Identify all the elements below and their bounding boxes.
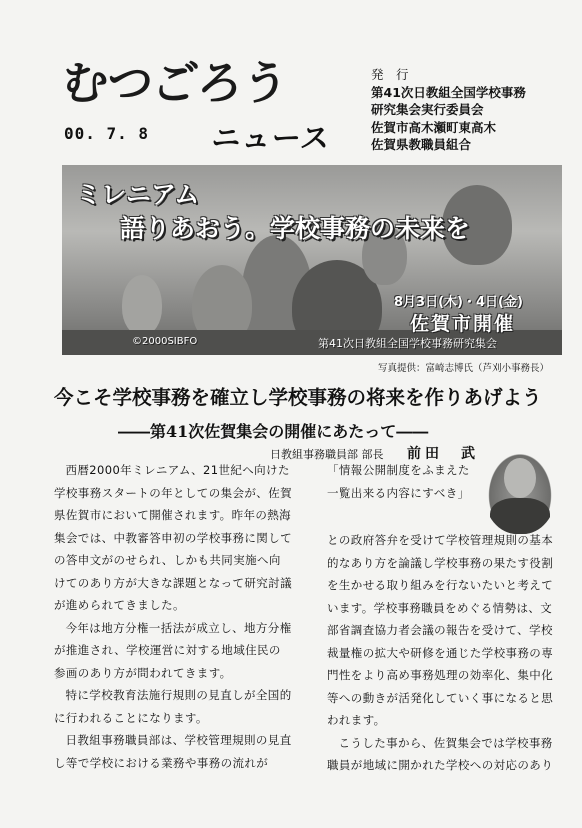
masthead-subtitle: ニュース (210, 121, 333, 155)
quote-text: 「情報公開制度をふまえた一覧出来る内容にすべき」 (327, 463, 470, 500)
banner-date: 8月3日(木)・4日(金) (394, 295, 523, 310)
article-paragraph: 特に学校教育法施行規則の見直しが全国的に行われることになります。 (54, 688, 292, 725)
publisher-line: 第41次日教組全国学校事務 (371, 84, 526, 100)
balloon-shape (122, 275, 162, 335)
masthead-title: むつごろう (59, 56, 290, 110)
publisher-line: 研究集会実行委員会 (371, 102, 484, 117)
article-paragraph: 西暦2000年ミレニアム、21世紀へ向けた学校事務スタートの年としての集会が、佐賀県佐賀市において開催されます。昨年の熱海集会では、中教審答申初の学校事務に関しての答申文がのせられ、しかも共同実施へ向けてのあり方が大きな課題となって研究討議が進められてきました。 (54, 463, 292, 612)
article-quote (327, 459, 477, 504)
banner-venue: 佐賀市開催 (410, 313, 516, 335)
author-name: 前田 武 (407, 446, 479, 462)
banner-copyright: ©2000SIBFO (132, 336, 198, 347)
publisher-label: 発 行 (371, 67, 409, 82)
photo-credit: 写真提供：富崎志博氏（芦刈小事務長） (378, 363, 550, 374)
issue-date: 00. 7. 8 (64, 124, 150, 143)
article-column-left (54, 459, 292, 774)
article-paragraph: 日教組事務職員部は、学校管理規則の見直し等で学校における業務や事務の流れが (54, 733, 292, 770)
publisher-line: 佐賀県教職員組合 (371, 137, 472, 152)
article-column-right (327, 529, 560, 777)
banner-title-2: 語りあおう。学校事務の未来を (120, 214, 471, 243)
author-portrait (484, 448, 556, 534)
portrait-head (504, 458, 536, 498)
author-role: 日教組事務職員部 部長 (270, 448, 384, 461)
article-paragraph: こうした事から、佐賀集会では学校事務職員が地域に開かれた学校への対応のあり (327, 735, 554, 772)
banner-title-1: ミレニアム (76, 180, 200, 209)
publisher-block (371, 66, 526, 154)
banner-event: 第41次日教組全国学校事務研究集会 (318, 337, 497, 350)
banner-photo (62, 165, 562, 355)
article-paragraph: との政府答弁を受けて学校管理規則の基本的なあり方を論議し学校事務の果たす役割を生かせる取り組みを行ないたいと考えています。学校事務職員をめぐる情勢は、文部省調査協力者会議の報告を受けて、学校裁量権の拡大や研修を通じた学校事務の専門性をより高め事務処理の効率化、集中化等への動きが活発化していく事になると思われます。 (327, 533, 554, 727)
publisher-line: 佐賀市高木瀬町東高木 (371, 119, 497, 135)
article-paragraph: 今年は地方分権一括法が成立し、地方分権が推進され、学校運営に対する地域住民の参画のあり方が問われてきます。 (54, 620, 292, 680)
article-subheadline: ――第41次佐賀集会の開催にあたって―― (118, 422, 429, 441)
article-headline: 今こそ学校事務を確立し学校事務の将来を作りあげよう (54, 386, 542, 409)
